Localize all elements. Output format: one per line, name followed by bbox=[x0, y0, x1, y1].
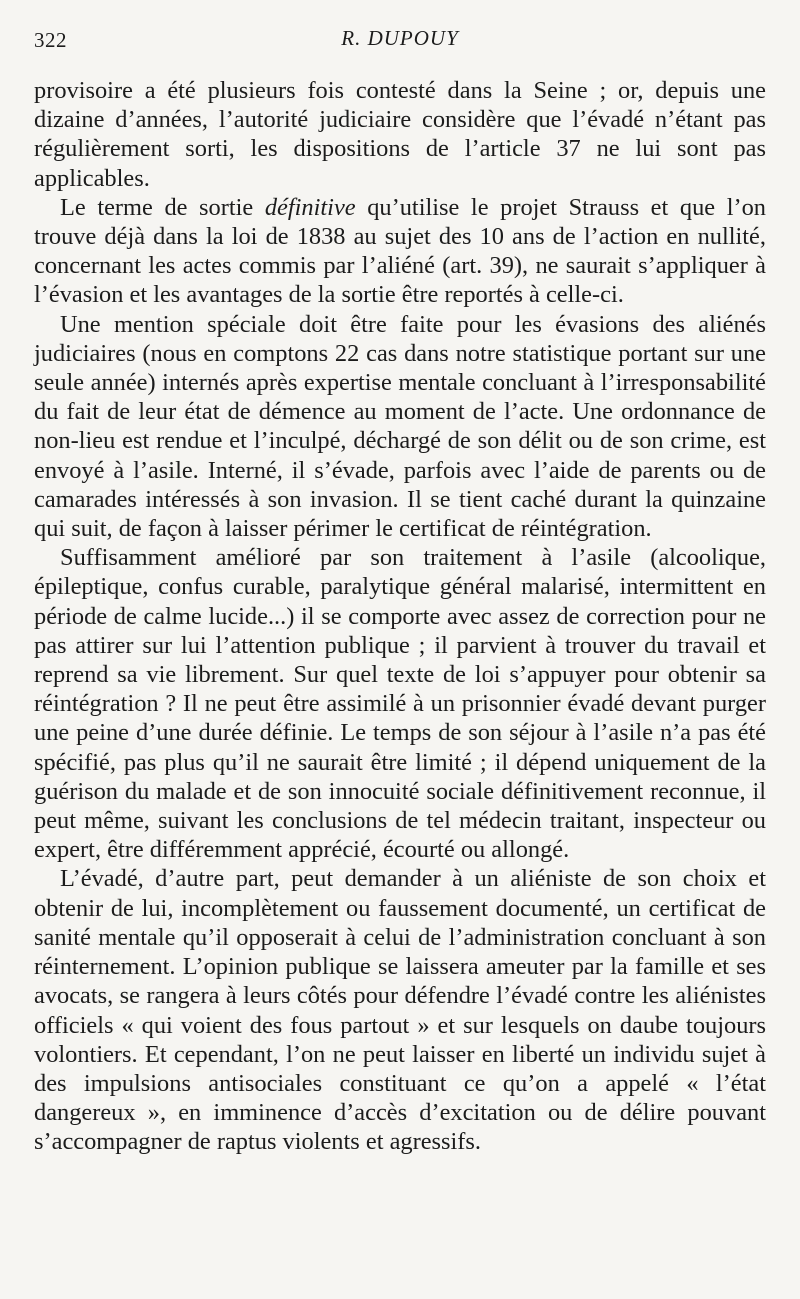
paragraph-sortie-definitive bbox=[34, 193, 766, 310]
paragraph-text: Le terme de sortie bbox=[60, 193, 265, 221]
paragraph-opinion-publique: L’évadé, d’autre part, peut demander à un aliéniste de son choix et obtenir de lui, incomplètement ou faussement documenté, un certificat de sanité mentale qu’il opposerait à celui de l’administration concluant à son réinternement. L’opinion publique se laissera ameuter par la famille et ses avocats, se rangera à leurs côtés pour défendre l’évadé contre les aliénistes officiels « qui voient des fous partout » et sur lesquels on daube toujours volontiers. Et cependant, l’on ne peut laisser en liberté un individu sujet à des impulsions antisociales constituant ce qu’on a appelé « l’état dangereux », en imminence d’accès d’excitation ou de délire pouvant s’accompagner de raptus violents et agressifs. bbox=[34, 865, 766, 1156]
running-title: R. DUPOUY bbox=[341, 26, 459, 50]
body-text bbox=[34, 76, 766, 1157]
paragraph-reintegration: Suffisamment amélioré par son traitement à l’asile (alcoolique, épileptique, confus curable, paralytique général malarisé, intermittent en période de calme lucide...) il se comporte avec assez de correction pour ne pas attirer sur lui l’attention publique ; il parvient à trouver du travail et reprend sa vie librement. Sur quel texte de loi s’appuyer pour obtenir sa réintégration ? Il ne peut être assimilé à un prisonnier évadé devant purger une peine d’une durée définie. Le temps de son séjour à l’asile n’a pas été spécifié, pas plus qu’il ne saurait être limité ; il dépend uniquement de la guérison du malade et de son innocuité sociale définitivement reconnue, il peut même, suivant les conclusions de tel médecin traitant, inspecteur ou expert, être différemment apprécié, écourté ou allongé. bbox=[34, 544, 766, 864]
page-number: 322 bbox=[34, 28, 67, 52]
paragraph-alienes-judiciaires: Une mention spéciale doit être faite pour les évasions des aliénés judiciaires (nous en comptons 22 cas dans notre statistique portant sur une seule année) internés après expertise mentale concluant à l’irresponsabilité du fait de leur état de démence au moment de l’acte. Une ordonnance de non-lieu est rendue et l’inculpé, déchargé de son délit ou de son crime, est envoyé à l’asile. Interné, il s’évade, parfois avec l’aide de parents ou de camarades intéressés à son invasion. Il se tient caché durant la quinzaine qui suit, de façon à laisser périmer le certificat de réintégration. bbox=[34, 310, 766, 543]
paragraph-continuation: provisoire a été plusieurs fois contesté dans la Seine ; or, depuis une dizaine d’années, l’autorité judiciaire considère que l’évadé n’étant pas régulièrement sorti, les dispositions de l’article 37 ne lui sont pas applicables. bbox=[34, 77, 766, 192]
running-head bbox=[34, 20, 766, 56]
paragraph-text: qu’utilise le projet Strauss et que l’on trouve déjà dans la loi de 1838 au sujet des 10 ans de l’action en nullité, concernant les actes commis par l’aliéné (art. 39), ne saurait s’appliquer à l’évasion et les avantages de la sortie être reportés à celle-ci. bbox=[34, 193, 766, 309]
emphasized-word: définitive bbox=[264, 193, 356, 221]
